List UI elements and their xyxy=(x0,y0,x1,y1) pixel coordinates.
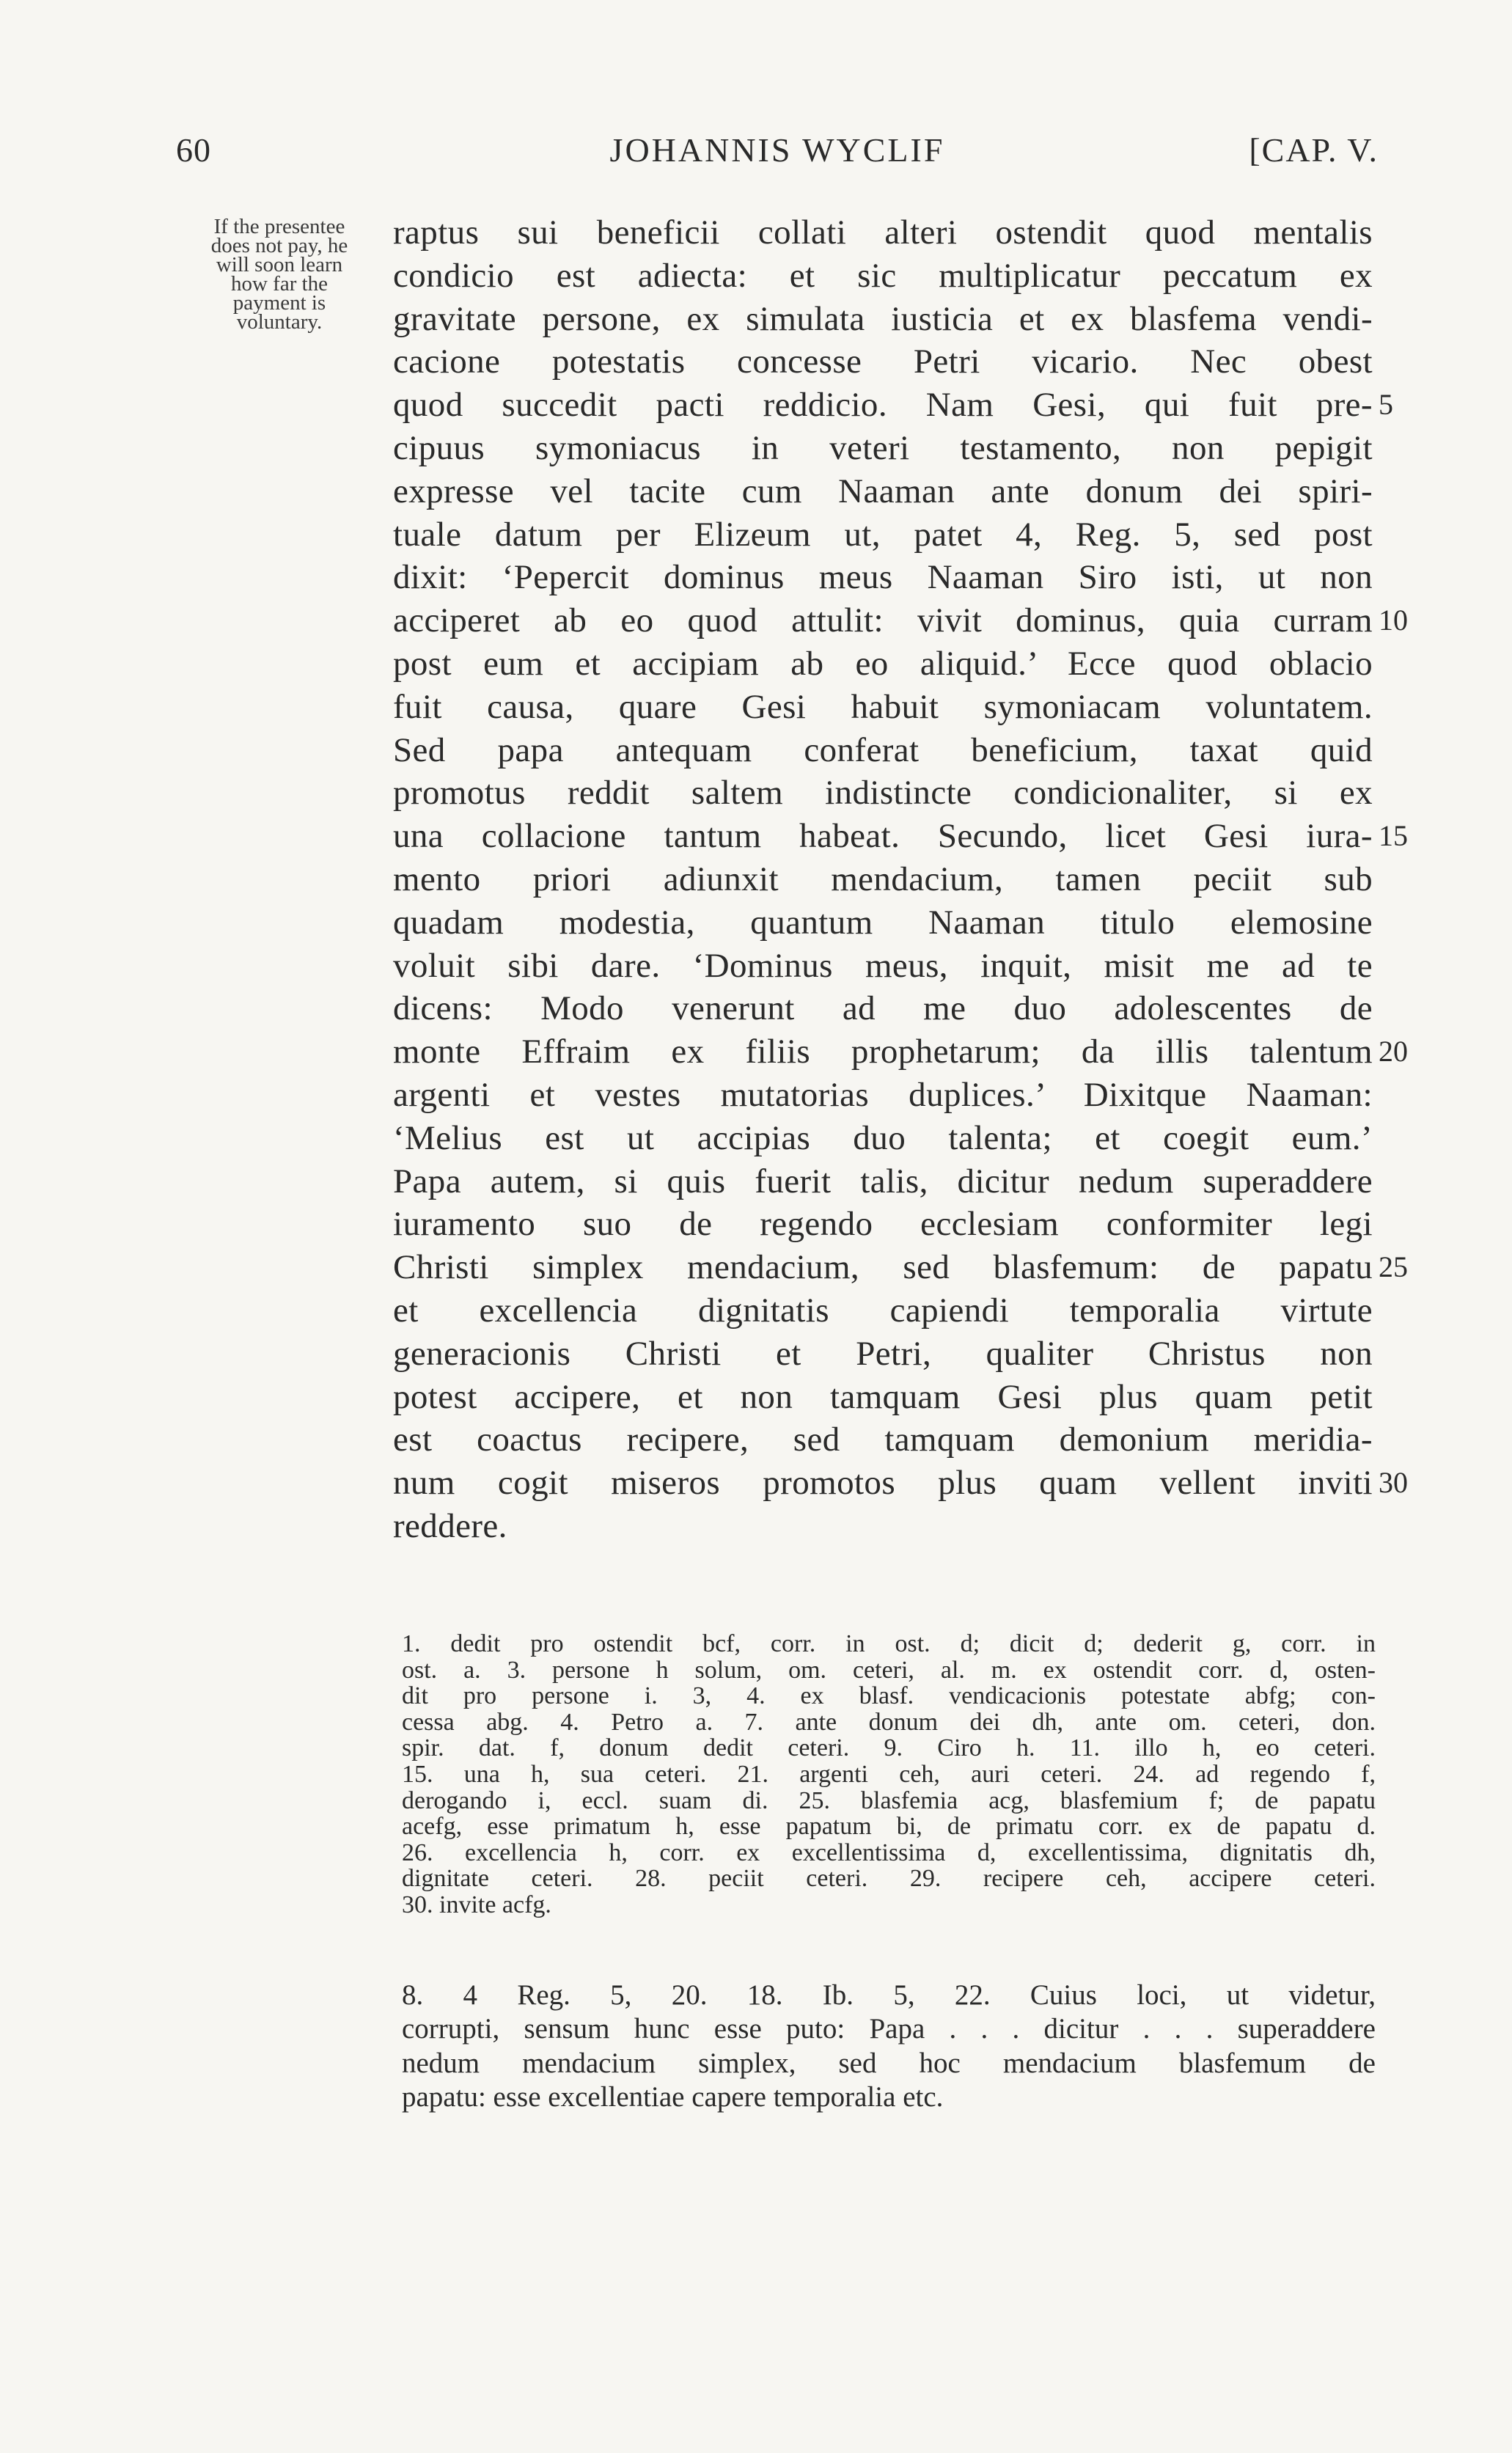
text-line: Christi simplex mendacium, sed blasfemum: de papatu xyxy=(393,1248,1373,1287)
apparatus-line: cessa abg. 4. Petro a. 7. ante donum dei dh, ante om. ceteri, don. xyxy=(402,1708,1376,1736)
text-line: ‘Melius est ut accipias duo talenta; et coegit eum.’ xyxy=(393,1118,1373,1157)
line-number: 15 xyxy=(1379,819,1408,853)
text-line: iuramento suo de regendo ecclesiam conformiter legi xyxy=(393,1205,1373,1244)
text-line: potest accipere, et non tamquam Gesi plus quam petit xyxy=(393,1377,1373,1416)
apparatus-line: 1. dedit pro ostendit bcf, corr. in ost. d; dicit d; dederit g, corr. in xyxy=(402,1630,1376,1657)
apparatus-line: acefg, esse primatum h, esse papatum bi, de primatu corr. ex de papatu d. xyxy=(402,1813,1376,1841)
marginal-note-line: how far the xyxy=(230,272,329,296)
text-line: reddere. xyxy=(393,1506,507,1545)
text-line: Sed papa antequam conferat beneficium, taxat quid xyxy=(393,730,1373,769)
text-line: quadam modestia, quantum Naaman titulo elemosine xyxy=(393,903,1373,942)
commentary-line: 8. 4 Reg. 5, 20. 18. Ib. 5, 22. Cuius loci, ut videtur, xyxy=(402,1979,1376,2011)
text-line: Papa autem, si quis fuerit talis, dicitur nedum superaddere xyxy=(393,1162,1373,1200)
text-line: condicio est adiecta: et sic multiplicatur peccatum ex xyxy=(393,256,1373,295)
text-line: cacione potestatis concesse Petri vicario. Nec obest xyxy=(393,342,1373,381)
page-number: 60 xyxy=(176,131,211,169)
text-line: et excellencia dignitatis capiendi temporalia virtute xyxy=(393,1291,1373,1330)
marginal-note-line: payment is xyxy=(232,291,326,315)
text-line: est coactus recipere, sed tamquam demonium meridia- xyxy=(393,1420,1373,1459)
marginal-note-line: voluntary. xyxy=(236,310,323,334)
text-line: mento priori adiunxit mendacium, tamen peciit sub xyxy=(393,859,1373,898)
text-line: tuale datum per Elizeum ut, patet 4, Reg. 5, sed post xyxy=(393,515,1373,554)
text-line: acciperet ab eo quod attulit: vivit dominus, quia curram xyxy=(393,601,1373,640)
text-line: num cogit miseros promotos plus quam vellent inviti xyxy=(393,1464,1373,1503)
text-line: post eum et accipiam ab eo aliquid.’ Ecce quod oblacio xyxy=(393,644,1373,683)
apparatus-line: dignitate ceteri. 28. peciit ceteri. 29. recipere ceh, accipere ceteri. xyxy=(402,1865,1376,1893)
text-line: quod succedit pacti reddicio. Nam Gesi, qui fuit pre- xyxy=(393,386,1373,425)
apparatus-line: dit pro persone i. 3, 4. ex blasf. vendicacionis potestate abfg; con- xyxy=(402,1682,1376,1710)
running-title: JOHANNIS WYCLIF xyxy=(609,131,945,169)
line-number: 25 xyxy=(1379,1250,1408,1284)
commentary-line: corrupti, sensum hunc esse puto: Papa . . . dicitur . . . superaddere xyxy=(402,2013,1376,2045)
main-text xyxy=(393,211,1373,1548)
line-number: 10 xyxy=(1379,604,1408,637)
text-line: monte Effraim ex filiis prophetarum; da illis talentum xyxy=(393,1033,1373,1071)
text-line: una collacione tantum habeat. Secundo, licet Gesi iura- xyxy=(393,817,1373,856)
text-line: generacionis Christi et Petri, qualiter Christus non xyxy=(393,1334,1373,1373)
page-header xyxy=(176,131,1379,175)
apparatus-line: derogando i, eccl. suam di. 25. blasfemia acg, blasfemium f; de papatu xyxy=(402,1786,1376,1814)
commentary-line: nedum mendacium simplex, sed hoc mendacium blasfemum de xyxy=(402,2047,1376,2079)
chapter-heading: [CAP. V. xyxy=(1249,131,1379,169)
apparatus-line: 30. invite acfg. xyxy=(402,1891,551,1918)
critical-apparatus xyxy=(402,1631,1376,1918)
text-line: voluit sibi dare. ‘Dominus meus, inquit, misit me ad te xyxy=(393,946,1373,985)
text-line: promotus reddit saltem indistincte condicionaliter, si ex xyxy=(393,774,1373,813)
text-line: cipuus symoniacus in veteri testamento, non pepigit xyxy=(393,428,1373,467)
line-number: 20 xyxy=(1379,1035,1408,1068)
text-line: dicens: Modo venerunt ad me duo adolescentes de xyxy=(393,989,1373,1028)
apparatus-line: ost. a. 3. persone h solum, om. ceteri, al. m. ex ostendit corr. d, osten- xyxy=(402,1656,1376,1684)
line-number: 30 xyxy=(1379,1466,1408,1500)
line-number: 5 xyxy=(1379,388,1393,422)
text-line: argenti et vestes mutatorias duplices.’ Dixitque Naaman: xyxy=(393,1075,1373,1114)
footnote-commentary xyxy=(402,1979,1376,2115)
marginal-note-line: will soon learn xyxy=(216,253,343,276)
marginal-note-line: does not pay, he xyxy=(210,234,348,257)
apparatus-line: 15. una h, sua ceteri. 21. argenti ceh, auri ceteri. 24. ad regendo f, xyxy=(402,1760,1376,1788)
text-line: raptus sui beneficii collati alteri ostendit quod mentalis xyxy=(393,213,1373,252)
commentary-line: papatu: esse excellentiae capere temporalia etc. xyxy=(402,2081,944,2113)
text-line: dixit: ‘Pepercit dominus meus Naaman Siro isti, ut non xyxy=(393,558,1373,597)
marginal-note-line: If the presentee xyxy=(213,215,345,238)
apparatus-line: 26. excellencia h, corr. ex excellentissima d, excellentissima, dignitatis dh, xyxy=(402,1838,1376,1866)
text-line: fuit causa, quare Gesi habuit symoniacam voluntatem. xyxy=(393,687,1373,726)
text-line: expresse vel tacite cum Naaman ante donum dei spiri- xyxy=(393,472,1373,510)
marginal-note xyxy=(173,215,386,334)
text-line: gravitate persone, ex simulata iusticia et ex blasfema vendi- xyxy=(393,299,1373,338)
apparatus-line: spir. dat. f, donum dedit ceteri. 9. Ciro h. 11. illo h, eo ceteri. xyxy=(402,1734,1376,1762)
